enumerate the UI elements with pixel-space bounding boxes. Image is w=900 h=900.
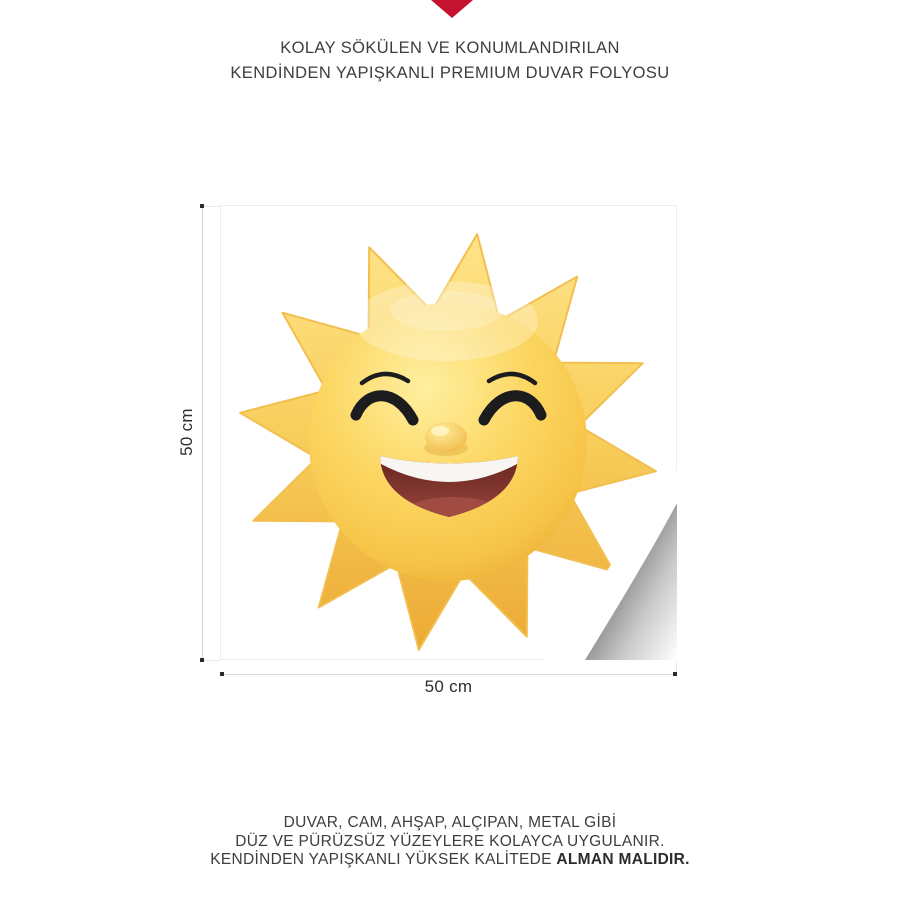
header-line2: KENDİNDEN YAPIŞKANLI PREMIUM DUVAR FOLYOSU <box>230 64 670 82</box>
dimension-tick <box>200 658 204 662</box>
sun-face-highlight2 <box>390 291 502 331</box>
footer-line3-bold: ALMAN MALIDIR. <box>556 851 690 868</box>
header-text <box>0 36 900 86</box>
footer-line2: DÜZ VE PÜRÜZSÜZ YÜZEYLERE KOLAYCA UYGULANIR. <box>235 832 665 850</box>
footer-line3-regular: KENDİNDEN YAPIŞKANLI YÜKSEK KALİTEDE <box>210 851 557 868</box>
extension-line-top <box>203 206 220 207</box>
dimension-tick <box>220 672 224 676</box>
width-dimension-label: 50 cm <box>424 677 473 696</box>
width-dimension-line <box>222 674 676 675</box>
footer-text <box>0 814 900 870</box>
footer-line3 <box>0 851 900 870</box>
height-dimension-label: 50 cm <box>177 408 196 456</box>
extension-line-bottom <box>203 660 220 661</box>
red-down-arrow-icon <box>431 0 473 18</box>
footer-line1: DUVAR, CAM, AHŞAP, ALÇIPAN, METAL GİBİ <box>283 814 617 831</box>
dimension-tick <box>673 672 677 676</box>
sun-nose <box>424 422 468 456</box>
dimension-tick <box>200 204 204 208</box>
sun-sticker-graphic <box>220 205 677 660</box>
header-line1: KOLAY SÖKÜLEN VE KONUMLANDIRILAN <box>280 39 620 57</box>
height-dimension-line <box>202 206 203 660</box>
